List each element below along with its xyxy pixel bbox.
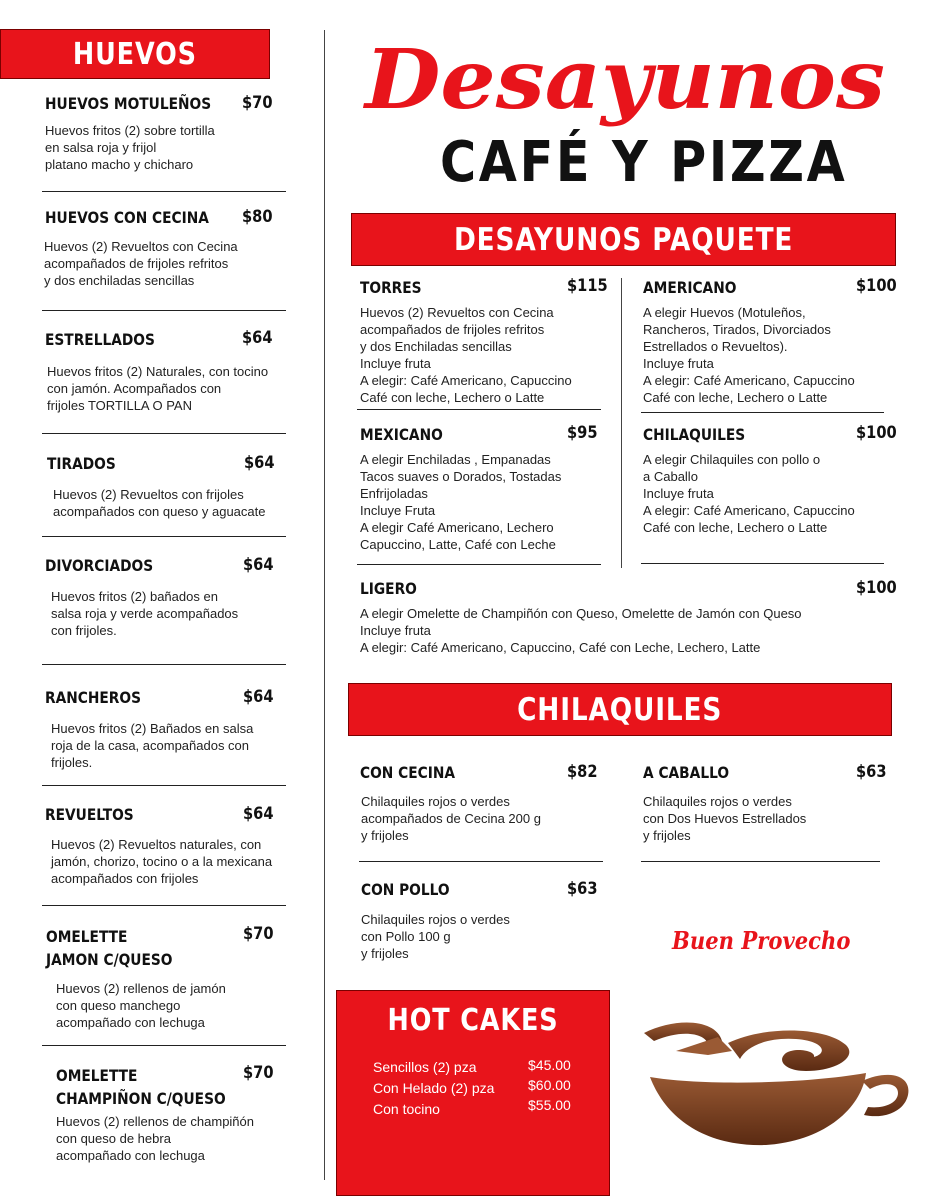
hotcakes-item-price: $55.00 (528, 1097, 571, 1113)
item-desc: Huevos fritos (2) Bañados en salsa roja de la casa, acompañados con frijoles. (51, 721, 254, 770)
chilaquiles-title: CHILAQUILES (517, 692, 723, 728)
divider (357, 409, 601, 410)
item-price: $64 (244, 453, 275, 473)
item-price: $100 (856, 276, 897, 296)
item-name: TORRES (360, 278, 422, 297)
item-name: TIRADOS (47, 454, 116, 473)
script-title-text: Desayunos (362, 32, 885, 128)
divider (42, 536, 286, 537)
huevos-banner (0, 29, 270, 79)
hotcakes-item-price: $45.00 (528, 1057, 571, 1073)
item-name: ESTRELLADOS (45, 330, 155, 349)
item-desc: Chilaquiles rojos o verdes acompañados de Cecina 200 g y frijoles (361, 794, 541, 843)
divider (42, 905, 286, 906)
header-subtitle: CAFÉ Y PIZZA (440, 130, 848, 195)
item-name: MEXICANO (360, 425, 443, 444)
item-price: $70 (242, 93, 273, 113)
item-name: AMERICANO (643, 278, 737, 297)
divider (641, 563, 884, 564)
chilaquiles-banner (348, 683, 892, 736)
item-price: $70 (243, 1063, 274, 1083)
item-price: $115 (567, 276, 608, 296)
buen-provecho-text: Buen Provecho (672, 926, 851, 955)
hotcakes-box (336, 990, 610, 1196)
item-name: A CABALLO (643, 763, 730, 782)
item-desc: Chilaquiles rojos o verdes con Pollo 100 g y frijoles (361, 912, 510, 961)
divider (42, 433, 286, 434)
item-name: LIGERO (360, 579, 417, 598)
item-name: HUEVOS MOTULEÑOS (45, 94, 212, 113)
item-desc: A elegir Enchiladas , Empanadas Tacos suaves o Dorados, Tostadas Enfrijoladas Incluye Fruta A elegir Café Americano, Lechero Capuccino, Latte, Café con Leche (360, 452, 562, 552)
item-name: CON CECINA (360, 763, 455, 782)
divider (641, 861, 880, 862)
item-desc: Huevos (2) Revueltos con Cecina acompañados de frijoles refritos y dos enchiladas sencillas (44, 239, 238, 288)
item-price: $64 (243, 804, 274, 824)
huevos-title: HUEVOS (73, 37, 197, 72)
hotcakes-title: HOT CAKES (387, 1003, 559, 1038)
item-price: $63 (856, 762, 887, 782)
item-price: $80 (242, 207, 273, 227)
divider (641, 412, 884, 413)
item-name: REVUELTOS (45, 805, 134, 824)
divider (42, 1045, 286, 1046)
divider (357, 564, 601, 565)
item-price: $100 (856, 423, 897, 443)
hotcakes-item-name: Con Helado (2) pza (373, 1080, 495, 1096)
item-name: OMELETTE CHAMPIÑON C/QUESO (56, 1066, 226, 1108)
item-name: HUEVOS CON CECINA (45, 208, 209, 227)
item-desc: Huevos (2) Revueltos con Cecina acompañados de frijoles refritos y dos Enchiladas sencillas Incluye fruta A elegir: Café Americano, Capuccino Café con leche, Lechero o Latte (360, 305, 572, 405)
hotcakes-item-name: Sencillos (2) pza (373, 1059, 477, 1075)
item-desc: Huevos (2) rellenos de jamón con queso manchego acompañado con lechuga (56, 981, 226, 1030)
item-price: $63 (567, 879, 598, 899)
item-desc: Huevos fritos (2) bañados en salsa roja y verde acompañados con frijoles. (51, 589, 239, 638)
divider (42, 191, 286, 192)
header-script-title (345, 20, 905, 130)
item-name: CHILAQUILES (643, 425, 746, 444)
item-price: $95 (567, 423, 598, 443)
item-name: OMELETTE JAMON C/QUESO (46, 927, 173, 969)
hotcakes-item-price: $60.00 (528, 1077, 571, 1093)
item-price: $64 (242, 328, 273, 348)
item-desc: Huevos (2) Revueltos naturales, con jamón, chorizo, tocino o a la mexicana acompañados con frijoles (51, 837, 273, 886)
paquete-title: DESAYUNOS PAQUETE (453, 222, 794, 258)
item-price: $100 (856, 578, 897, 598)
item-desc: Chilaquiles rojos o verdes con Dos Huevos Estrellados y frijoles (643, 794, 807, 843)
item-desc: Huevos fritos (2) sobre tortilla en salsa roja y frijol platano macho y chicharo (45, 123, 215, 172)
item-price: $64 (243, 687, 274, 707)
item-desc: Huevos fritos (2) Naturales, con tocino con jamón. Acompañados con frijoles TORTILLA O PAN (47, 364, 269, 413)
divider (42, 664, 286, 665)
item-price: $82 (567, 762, 598, 782)
column-divider (324, 30, 325, 1180)
item-name: DIVORCIADOS (45, 556, 154, 575)
item-name: RANCHEROS (45, 688, 141, 707)
item-desc: Huevos (2) Revueltos con frijoles acompañados con queso y aguacate (53, 487, 266, 519)
divider (42, 310, 286, 311)
item-desc: A elegir Omelette de Champiñón con Queso, Omelette de Jamón con Queso Incluye fruta A elegir: Café Americano, Capuccino, Café con Leche, Lechero, Latte (360, 606, 802, 655)
hotcakes-item-name: Con tocino (373, 1101, 440, 1117)
coffee-cup-icon (636, 1015, 916, 1155)
divider (359, 861, 603, 862)
item-desc: A elegir Chilaquiles con pollo o a Caballo Incluye fruta A elegir: Café Americano, Capuccino Café con leche, Lechero o Latte (643, 452, 855, 535)
item-name: CON POLLO (361, 880, 450, 899)
paquete-column-divider (621, 278, 622, 568)
item-price: $70 (243, 924, 274, 944)
item-desc: A elegir Huevos (Motuleños, Rancheros, Tirados, Divorciados Estrellados o Revueltos). Incluye fruta A elegir: Café Americano, Capuccino Café con leche, Lechero o Latte (643, 305, 855, 405)
item-price: $64 (243, 555, 274, 575)
paquete-banner (351, 213, 896, 266)
divider (42, 785, 286, 786)
item-desc: Huevos (2) rellenos de champiñón con queso de hebra acompañado con lechuga (56, 1114, 254, 1163)
